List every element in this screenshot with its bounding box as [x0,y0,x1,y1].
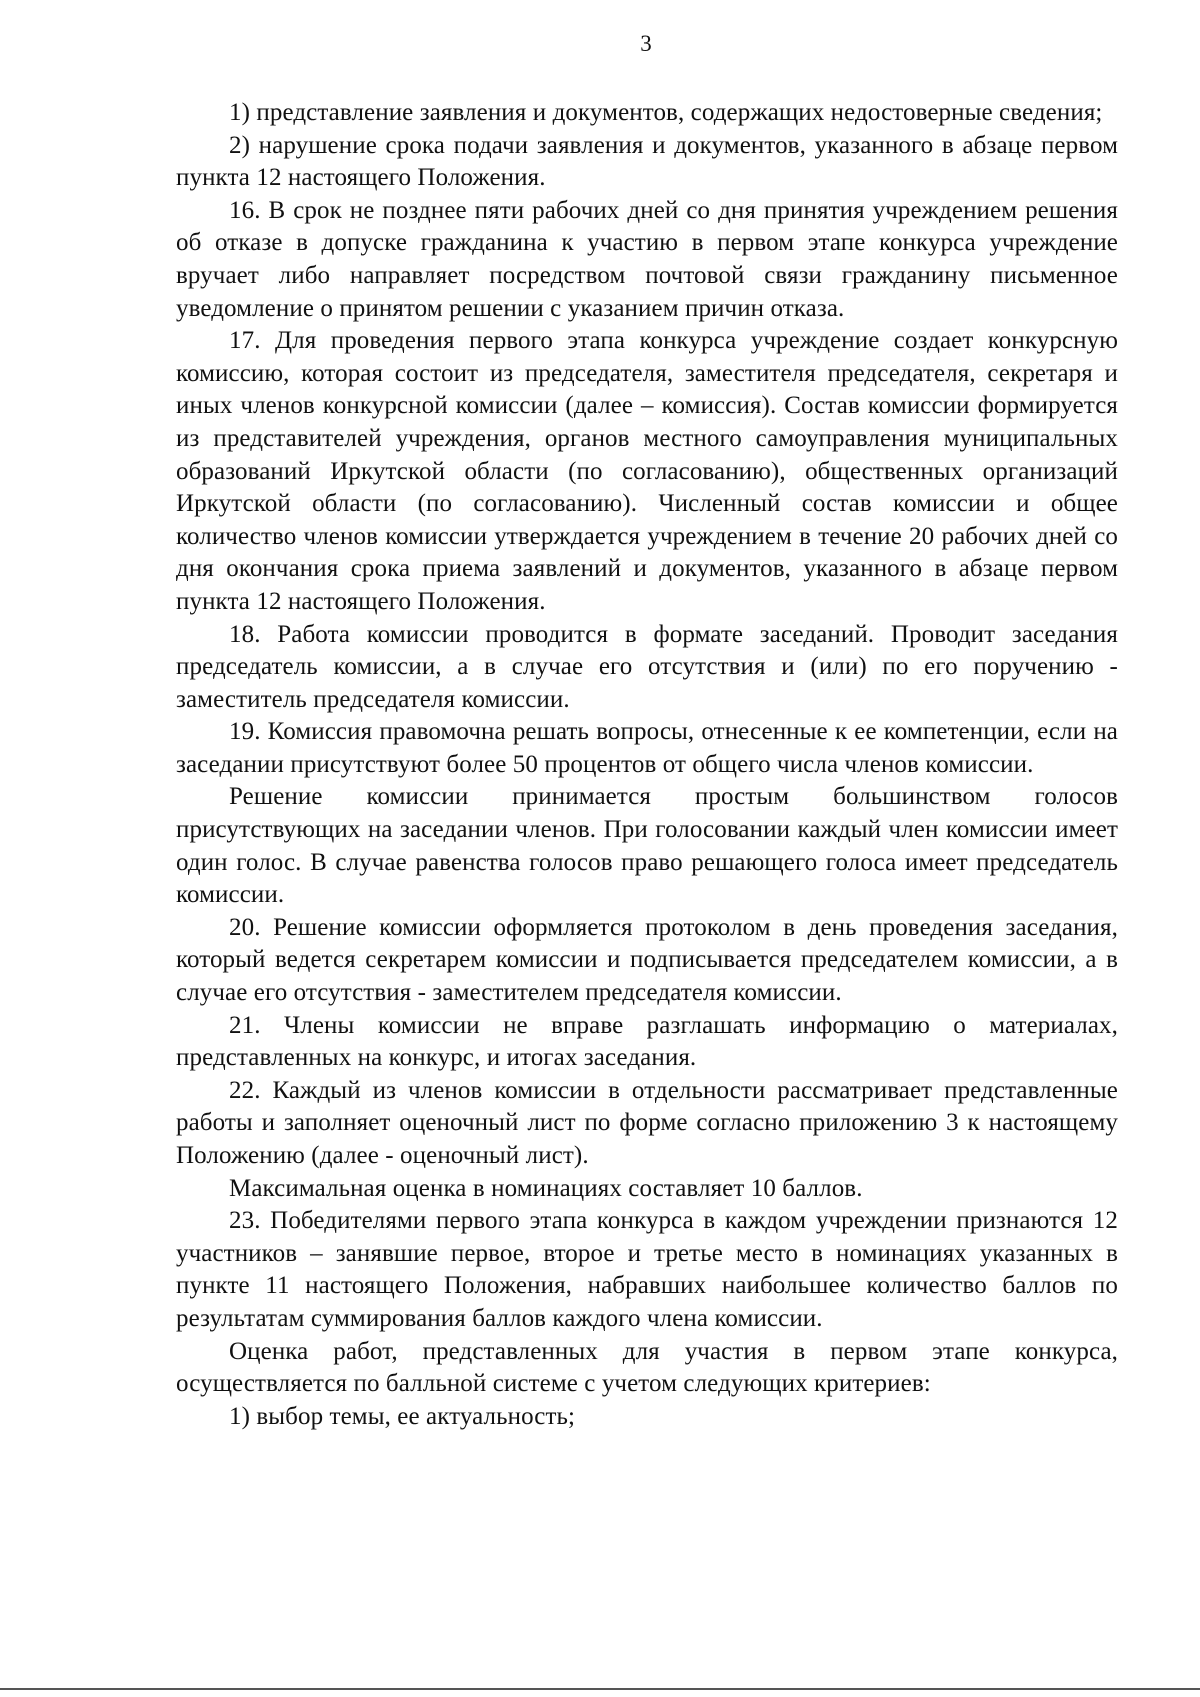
paragraph-23-evaluation: Оценка работ, представленных для участия в первом этапе конкурса, осуществляется по балльной системе с учетом следующих критериев: [176,1337,1118,1398]
page-number: 3 [640,31,652,56]
paragraph-criterion-1: 1) выбор темы, ее актуальность; [229,1402,576,1430]
paragraph-22: 22. Каждый из членов комиссии в отдельности рассматривает представленные работы и заполняет оценочный лист по форме согласно приложению 3 к настоящему Положению (далее - оценочный лист). [176,1076,1118,1169]
document-body [176,97,1118,1433]
paragraph-19: 19. Комиссия правомочна решать вопросы, отнесенные к ее компетенции, если на заседании присутствуют более 50 процентов от общего числа членов комиссии. [176,718,1118,778]
paragraph-item-2: 2) нарушение срока подачи заявления и документов, указанного в абзаце первом пункта 12 настоящего Положения. [176,131,1118,192]
paragraph-item-1: 1) представление заявления и документов, содержащих недостоверные сведения; [229,99,1103,126]
paragraph-18: 18. Работа комиссии проводится в формате заседаний. Проводит заседания председатель комиссии, а в случае его отсутствия и (или) по его поручению - заместитель председателя комиссии. [176,620,1118,713]
paragraph-22-max-score: Максимальная оценка в номинациях составляет 10 баллов. [229,1174,863,1202]
paragraph-20: 20. Решение комиссии оформляется протоколом в день проведения заседания, который ведется секретарем комиссии и подписывается председателем комиссии, а в случае его отсутствия - заместителем председателя комиссии. [176,913,1118,1007]
paragraph-21: 21. Члены комиссии не вправе разглашать информацию о материалах, представленных на конкурс, и итогах заседания. [176,1011,1118,1072]
paragraph-17: 17. Для проведения первого этапа конкурса учреждение создает конкурсную комиссию, которая состоит из председателя, заместителя председателя, секретаря и иных членов конкурсной комиссии (далее – комиссия). Состав комиссии формируется из представителей учреждения, органов местного самоуправления муниципальных образований Иркутской области (по согласованию), общественных организаций Иркутской области (по согласованию). Численный состав комиссии и общее количество членов комиссии утверждается учреждением в течение 20 рабочих дней со дня окончания срока приема заявлений и документов, указанного в абзаце первом пункта 12 настоящего Положения. [176,327,1118,615]
paragraph-19-decision: Решение комиссии принимается простым большинством голосов присутствующих на заседании членов. При голосовании каждый член комиссии имеет один голос. В случае равенства голосов право решающего голоса имеет председатель комиссии. [176,783,1118,909]
paragraph-23: 23. Победителями первого этапа конкурса в каждом учреждении признаются 12 участников – занявшие первое, второе и третье место в номинациях указанных в пункте 11 настоящего Положения, набравших наибольшее количество баллов по результатам суммирования баллов каждого члена комиссии. [176,1207,1118,1332]
page-bottom-rule [0,1688,1200,1690]
paragraph-16: 16. В срок не позднее пяти рабочих дней со дня принятия учреждением решения об отказе в допуске гражданина к участию в первом этапе конкурса учреждение вручает либо направляет посредством почтовой связи гражданину письменное уведомление о принятом решении с указанием причин отказа. [176,196,1118,322]
